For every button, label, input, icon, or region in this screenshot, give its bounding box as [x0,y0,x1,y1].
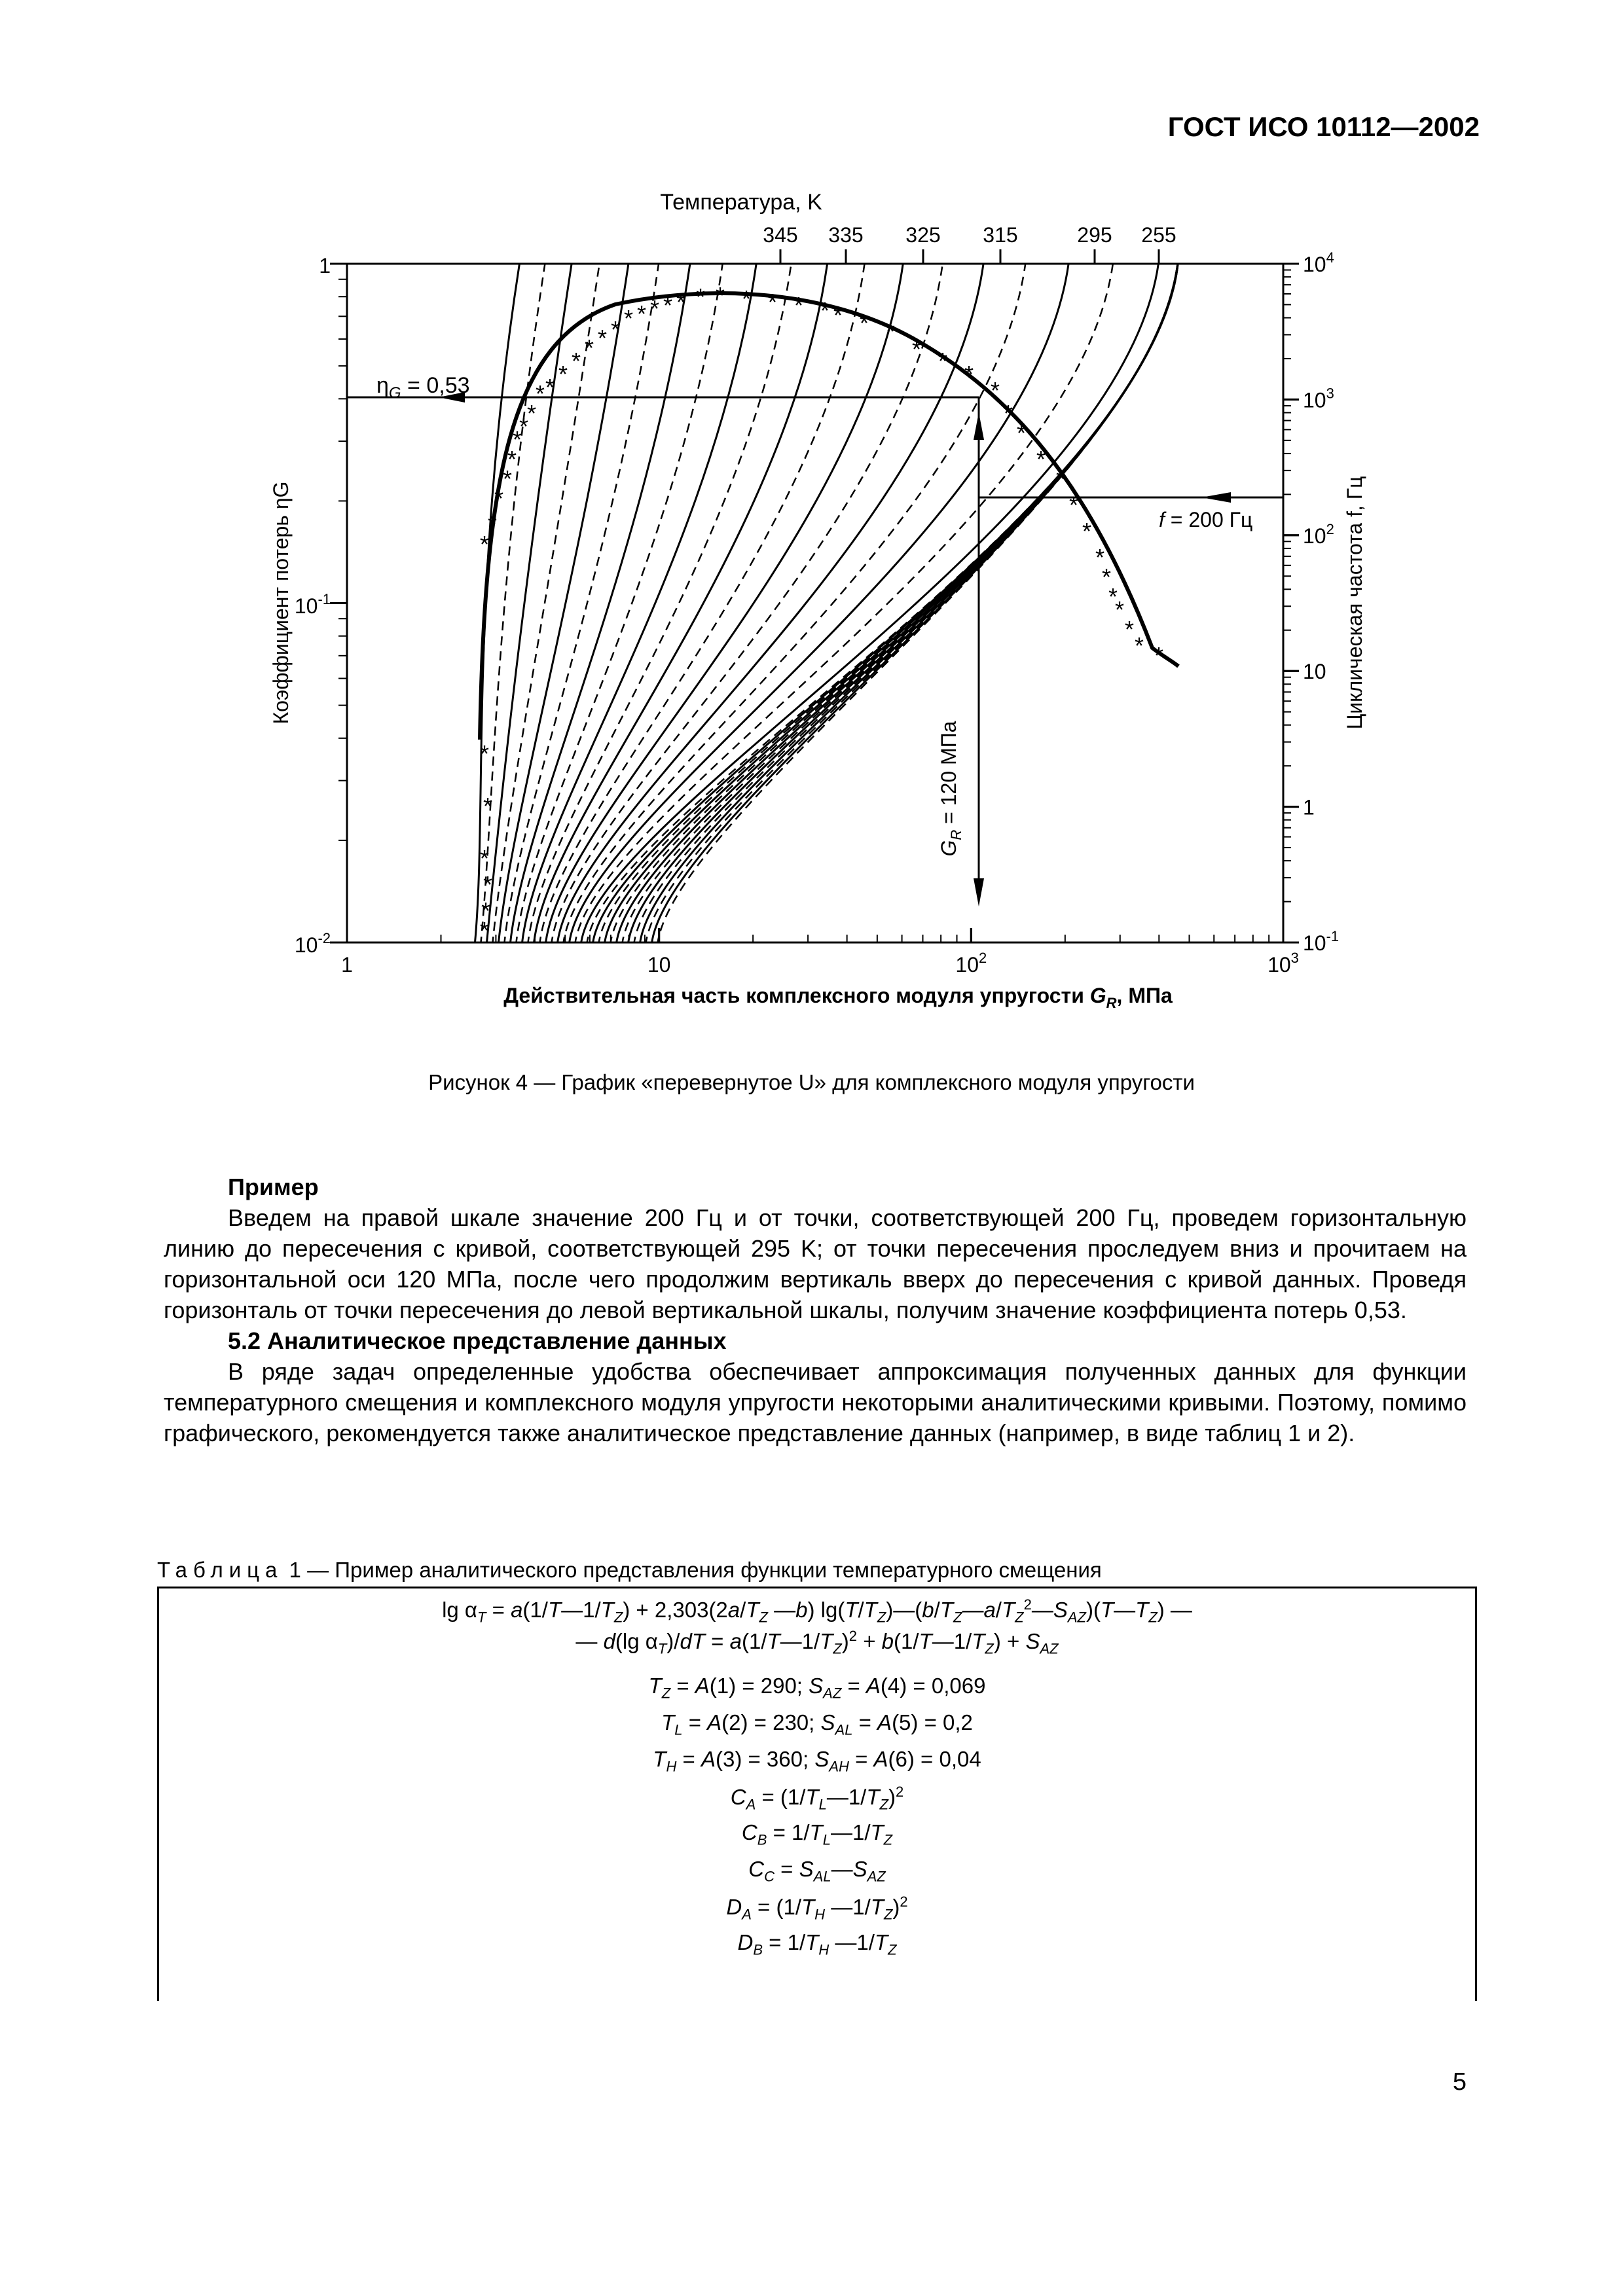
formula-cc: $C_C$ = $S_{AL}—S_{AZ}$ [748,1857,886,1885]
data-point-star: * [859,310,869,336]
data-points [480,282,1163,944]
data-point-star: * [487,511,498,538]
temperature-tick-label: 345 [763,223,798,247]
temperature-tick-label: 295 [1077,223,1112,247]
data-point-star: * [597,325,608,351]
data-point-star: * [483,871,493,898]
data-point-star: * [1003,400,1013,427]
table-caption-prefix: Таблица [157,1558,283,1582]
left-tick-10m2: $10^{-2}$ [294,930,331,957]
formula-cb: $C_B$ = $1/T_L—1/T_Z$ [741,1820,893,1848]
figure-4 [249,177,1401,1041]
temperature-tick-label: 335 [828,223,864,247]
data-point-star: * [483,793,493,819]
data-point-star: * [964,361,974,387]
up-arrow-icon [974,412,984,440]
data-point-star: * [767,289,778,315]
right-tick-label: 1 [1303,795,1315,819]
data-point-star: * [535,380,545,407]
data-point-star: * [1108,583,1118,610]
isotherm-curve [545,257,904,946]
data-point-star: * [481,897,491,924]
plot-frame [347,264,1283,942]
formula-db: $D_B = 1/T_H$ $—1/T_Z$ [737,1930,897,1958]
formula-line-2: — d(lg $\alpha_T)/dT$ = $a(1/T—1/T_Z)^2$ + $b(1/T—1/T_Z) + S_{AZ}$ [575,1628,1059,1657]
bottom-tick-label: $10^2$ [955,950,987,977]
data-point-star: * [479,917,490,944]
data-point-star: * [479,740,490,767]
data-point-star: * [1036,446,1046,473]
data-point-star: * [558,361,568,387]
formula-da: $D_A = (1/T_H$ $—1/T_Z)^2$ [726,1893,908,1923]
right-axis-label: Циклическая частота f, Гц [1343,476,1366,730]
temperature-tick-label: 325 [905,223,941,247]
data-point-star: * [623,305,634,332]
data-point-star: * [1055,465,1066,492]
modulus-label: $G_R = 120$ МПа [937,721,964,857]
data-point-star: * [545,374,555,401]
table-caption-text: 1 — Пример аналитического представления функции температурного смещения [283,1558,1102,1582]
isotherm-curve [640,257,1178,946]
data-point-star: * [885,318,896,345]
data-point-star: * [526,400,537,427]
data-point-star: * [512,426,522,453]
right-tick-label: 10 [1303,660,1326,684]
data-point-star: * [1114,596,1125,623]
data-point-star: * [1154,642,1164,669]
right-tick-label: $10^4$ [1303,249,1334,276]
document-header: ГОСТ ИСО 10112—2002 [1167,111,1480,142]
data-point-star: * [1082,518,1092,545]
data-point-star: * [479,845,490,872]
data-point-star: * [584,334,594,361]
freq-arrow-icon [1201,492,1231,503]
page-number: 5 [1452,2068,1467,2096]
section-heading: 5.2 Аналитическое представление данных [228,1327,727,1354]
table-1 [157,1587,1477,2001]
data-point-star: * [479,531,490,558]
temperature-tick-label: 255 [1141,223,1176,247]
upside-down-u-chart [249,177,1401,1041]
figure-caption: Рисунок 4 — График «перевернутое U» для комплексного модуля упругости [428,1070,1195,1094]
formula-line-1: $\lg \alpha_T$ = $a(1/T—1/T_Z) + 2,303(2a/T_Z$ —b) $\lg(T/T_Z)—(b/T_Z—a/T_Z^2—S_{AZ})(T—T_Z)$ — [442,1596,1192,1626]
isotherm-curve [510,257,691,946]
section-paragraph: В ряде задач определенные удобства обеспечивает аппроксимация полученных данных для функции температурного смещения и комплексного модуля упругости некоторыми аналитическими кривыми. Поэтому, помимо графического, рекомендуется также аналитическое представление данных (например, в виде таблиц 1 и 2). [164,1358,1467,1446]
data-point-star: * [741,285,752,312]
eta-label: $\eta_G = 0,53$ [376,373,470,402]
data-point-star: * [1124,616,1135,643]
isotherm-curve [481,257,546,946]
bottom-axis-ticks [341,950,1299,977]
data-point-star: * [502,465,513,492]
data-point-star: * [938,348,948,374]
data-point-star: * [911,336,922,363]
left-tick-10m1: $10^{-1}$ [294,591,331,618]
body-text [164,1172,1467,1448]
left-axis-label: Коэффициент потерь ηG [269,481,293,725]
axis-ticks [330,249,1299,942]
formula-ca: $C_A$ = $(1/T_L—1/T_Z)^2$ [730,1784,904,1813]
data-point-star: * [663,292,673,319]
bottom-tick-label: 10 [647,953,671,977]
data-point-star: * [519,413,529,440]
formula-th: $T_H = A(3) = 360$; $S_{AH} = A(6) = 0,04$ [653,1747,981,1775]
data-point-star: * [793,292,804,319]
right-axis-ticks [1303,249,1339,955]
data-point-star: * [1134,632,1144,659]
data-point-star: * [507,446,517,473]
frequency-label: f = 200 Гц [1159,508,1253,531]
isotherm-curve [569,257,1069,946]
isotherm-curve [504,257,660,946]
bottom-axis-label: Действительная часть комплексного модуля упругости $G_R$, МПа [503,984,1173,1011]
data-point-star: * [990,377,1000,404]
isotherm-curve [516,257,723,946]
left-tick-1: 1 [319,254,331,278]
formula-tl: $T_L = A(2) = 230$; $S_{AL} = A(5) = 0,2$ [661,1710,973,1738]
formula-tz: $T_Z = A(1) = 290$; $S_{AZ} = A(4) = 0,069$ [648,1674,986,1702]
data-point-star: * [715,282,725,309]
data-point-star: * [1016,420,1027,446]
data-point-star: * [649,295,660,322]
data-point-star: * [695,283,706,310]
example-paragraph: Введем на правой шкале значение 200 Гц и от точки, соответствующей 200 Гц, проведем горизонтальную линию до пересечения с кривой, соответствующей 295 K; от точки пересечения проследуем вниз и прочитаем на горизонтальной оси 120 МПа, после чего продолжим вертикаль вверх до пересечения с кривой данных. Проведя горизонталь от точки пересечения до левой вертикальной шкалы, получим значение коэффициента потерь 0,53. [164,1204,1467,1323]
down-arrow-icon [974,878,984,906]
right-tick-label: $10^3$ [1303,385,1334,412]
isotherm-curve [581,257,1159,946]
data-point-star: * [676,289,686,315]
temperature-tick-label: 315 [983,223,1018,247]
data-point-star: * [571,348,581,374]
data-point-star: * [820,297,830,324]
data-point-star: * [636,300,647,327]
temperature-labels [763,223,1176,247]
data-point-star: * [833,302,843,329]
data-point-star: * [610,316,621,343]
data-point-star: * [494,485,504,512]
bottom-tick-label: $10^3$ [1267,950,1299,977]
isotherm-curve [634,257,1178,946]
right-tick-label: $10^{-1}$ [1303,928,1340,955]
data-point-star: * [1068,492,1079,518]
right-tick-label: $10^2$ [1303,520,1334,548]
example-heading: Пример [228,1174,319,1200]
top-axis-label: Температура, K [660,190,822,215]
table-caption [157,1558,1102,1583]
data-point-star: * [1101,564,1112,590]
data-point-star: * [1095,544,1105,571]
bottom-tick-label: 1 [341,953,353,977]
